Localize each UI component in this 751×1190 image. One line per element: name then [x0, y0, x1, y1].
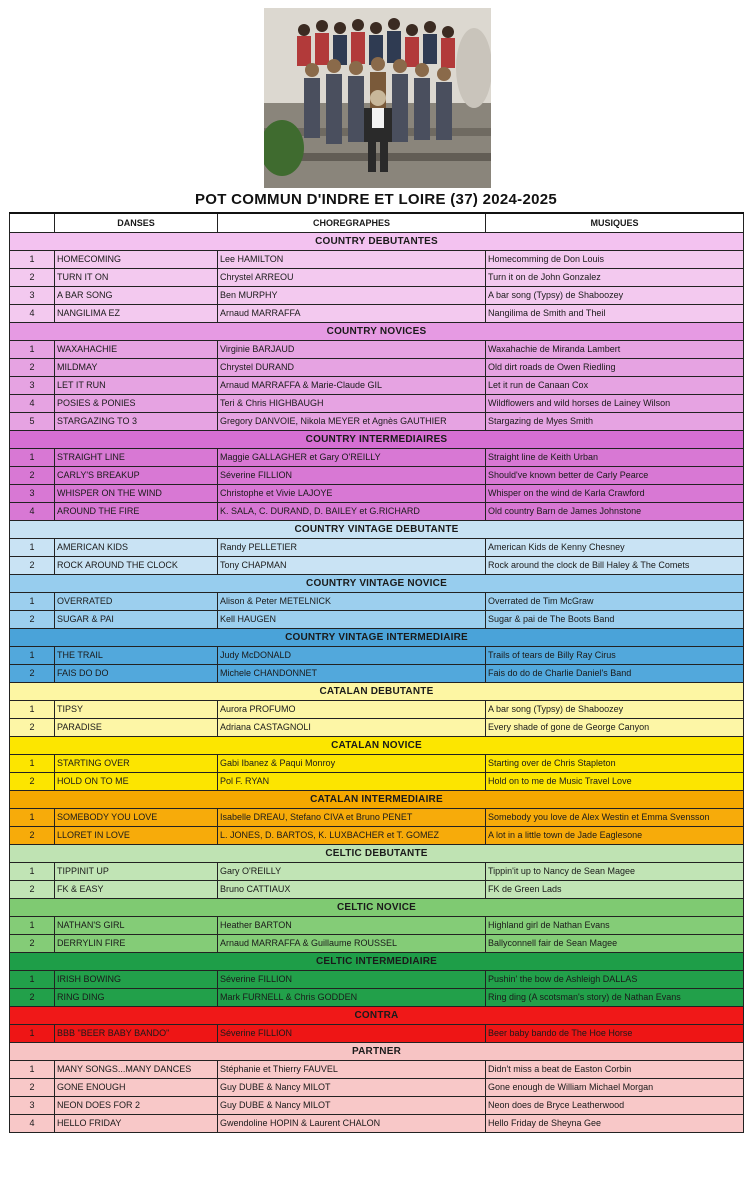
row-number: 2: [10, 359, 55, 377]
music-title: Trails of tears de Billy Ray Cirus: [486, 647, 744, 665]
dance-name: AROUND THE FIRE: [55, 503, 218, 521]
dance-name: DERRYLIN FIRE: [55, 935, 218, 953]
table-row: [10, 557, 744, 575]
header-musiques: MUSIQUES: [486, 213, 744, 233]
dance-name: RING DING: [55, 989, 218, 1007]
row-number: 2: [10, 989, 55, 1007]
dance-name: TIPPINIT UP: [55, 863, 218, 881]
row-number: 2: [10, 467, 55, 485]
dance-name: NANGILIMA EZ: [55, 305, 218, 323]
music-title: Somebody you love de Alex Westin et Emma Svensson: [486, 809, 744, 827]
header-number: [10, 213, 55, 233]
section-title: CATALAN NOVICE: [10, 737, 744, 755]
section-title: COUNTRY NOVICES: [10, 323, 744, 341]
dance-name: WHISPER ON THE WIND: [55, 485, 218, 503]
dance-name: HOLD ON TO ME: [55, 773, 218, 791]
choreographer: Arnaud MARRAFFA & Marie-Claude GIL: [218, 377, 486, 395]
music-title: Turn it on de John Gonzalez: [486, 269, 744, 287]
table-row: [10, 989, 744, 1007]
dance-name: IRISH BOWING: [55, 971, 218, 989]
music-title: Hold on to me de Music Travel Love: [486, 773, 744, 791]
section-title: CATALAN DEBUTANTE: [10, 683, 744, 701]
section-title: COUNTRY VINTAGE NOVICE: [10, 575, 744, 593]
choreographer: Pol F. RYAN: [218, 773, 486, 791]
table-row: [10, 251, 744, 269]
music-title: Fais do do de Charlie Daniel's Band: [486, 665, 744, 683]
section-title: COUNTRY INTERMEDIAIRES: [10, 431, 744, 449]
table-row: [10, 341, 744, 359]
section-title: PARTNER: [10, 1043, 744, 1061]
table-row: [10, 809, 744, 827]
table-row: [10, 305, 744, 323]
table-row: [10, 881, 744, 899]
music-title: Starting over de Chris Stapleton: [486, 755, 744, 773]
choreographer: Michele CHANDONNET: [218, 665, 486, 683]
table-row: [10, 719, 744, 737]
music-title: Beer baby bando de The Hoe Horse: [486, 1025, 744, 1043]
section-header-row: [10, 575, 744, 593]
choreographer: Guy DUBE & Nancy MILOT: [218, 1079, 486, 1097]
music-title: Rock around the clock de Bill Haley & The Comets: [486, 557, 744, 575]
dance-name: LET IT RUN: [55, 377, 218, 395]
music-title: Tippin'it up to Nancy de Sean Magee: [486, 863, 744, 881]
row-number: 1: [10, 1025, 55, 1043]
table-row: [10, 377, 744, 395]
music-title: Stargazing de Myes Smith: [486, 413, 744, 431]
table-row: [10, 701, 744, 719]
header-danses: DANSES: [55, 213, 218, 233]
choreographer: Gregory DANVOIE, Nikola MEYER et Agnès GAUTHIER: [218, 413, 486, 431]
dance-name: GONE ENOUGH: [55, 1079, 218, 1097]
row-number: 1: [10, 809, 55, 827]
dance-name: CARLY'S BREAKUP: [55, 467, 218, 485]
choreographer: Gwendoline HOPIN & Laurent CHALON: [218, 1115, 486, 1133]
table-row: [10, 395, 744, 413]
dance-name: OVERRATED: [55, 593, 218, 611]
section-title: COUNTRY VINTAGE DEBUTANTE: [10, 521, 744, 539]
music-title: Overrated de Tim McGraw: [486, 593, 744, 611]
table-row: [10, 647, 744, 665]
table-row: [10, 467, 744, 485]
row-number: 2: [10, 269, 55, 287]
section-title: CELTIC DEBUTANTE: [10, 845, 744, 863]
choreographer: Heather BARTON: [218, 917, 486, 935]
row-number: 3: [10, 485, 55, 503]
row-number: 2: [10, 935, 55, 953]
row-number: 1: [10, 971, 55, 989]
dance-name: NEON DOES FOR 2: [55, 1097, 218, 1115]
table-body: [10, 233, 744, 1133]
row-number: 4: [10, 1115, 55, 1133]
row-number: 2: [10, 773, 55, 791]
section-header-row: [10, 431, 744, 449]
table-row: [10, 539, 744, 557]
music-title: Ring ding (A scotsman's story) de Nathan Evans: [486, 989, 744, 1007]
row-number: 1: [10, 647, 55, 665]
choreographer: Isabelle DREAU, Stefano CIVA et Bruno PENET: [218, 809, 486, 827]
dance-name: STARTING OVER: [55, 755, 218, 773]
table-row: [10, 593, 744, 611]
section-title: CATALAN INTERMEDIAIRE: [10, 791, 744, 809]
section-header-row: [10, 953, 744, 971]
choreographer: Lee HAMILTON: [218, 251, 486, 269]
choreographer: Stéphanie et Thierry FAUVEL: [218, 1061, 486, 1079]
table-row: [10, 1097, 744, 1115]
dance-name: PARADISE: [55, 719, 218, 737]
dance-name: HOMECOMING: [55, 251, 218, 269]
music-title: A bar song (Typsy) de Shaboozey: [486, 701, 744, 719]
row-number: 5: [10, 413, 55, 431]
dance-name: WAXAHACHIE: [55, 341, 218, 359]
header-choregraphes: CHOREGRAPHES: [218, 213, 486, 233]
dance-name: TIPSY: [55, 701, 218, 719]
group-photo: [264, 8, 491, 188]
table-row: [10, 917, 744, 935]
table-row: [10, 611, 744, 629]
row-number: 1: [10, 449, 55, 467]
choreographer: Kell HAUGEN: [218, 611, 486, 629]
section-header-row: [10, 233, 744, 251]
dance-name: BBB "BEER BABY BANDO": [55, 1025, 218, 1043]
table-row: [10, 485, 744, 503]
dance-table: [9, 212, 744, 1133]
choreographer: Séverine FILLION: [218, 467, 486, 485]
table-row: [10, 773, 744, 791]
table-row: [10, 269, 744, 287]
group-photo-illustration: [264, 8, 491, 188]
dance-name: SOMEBODY YOU LOVE: [55, 809, 218, 827]
row-number: 4: [10, 395, 55, 413]
table-row: [10, 1025, 744, 1043]
music-title: Ballyconnell fair de Sean Magee: [486, 935, 744, 953]
music-title: A lot in a little town de Jade Eaglesone: [486, 827, 744, 845]
row-number: 2: [10, 611, 55, 629]
choreographer: Arnaud MARRAFFA & Guillaume ROUSSEL: [218, 935, 486, 953]
choreographer: Maggie GALLAGHER et Gary O'REILLY: [218, 449, 486, 467]
music-title: American Kids de Kenny Chesney: [486, 539, 744, 557]
choreographer: Christophe et Vivie LAJOYE: [218, 485, 486, 503]
dance-name: STARGAZING TO 3: [55, 413, 218, 431]
row-number: 3: [10, 377, 55, 395]
choreographer: Alison & Peter METELNICK: [218, 593, 486, 611]
music-title: Neon does de Bryce Leatherwood: [486, 1097, 744, 1115]
dance-name: THE TRAIL: [55, 647, 218, 665]
table-row: [10, 413, 744, 431]
section-header-row: [10, 1043, 744, 1061]
dance-name: TURN IT ON: [55, 269, 218, 287]
choreographer: Gary O'REILLY: [218, 863, 486, 881]
music-title: Should've known better de Carly Pearce: [486, 467, 744, 485]
section-title: CELTIC NOVICE: [10, 899, 744, 917]
table-row: [10, 503, 744, 521]
dance-name: AMERICAN KIDS: [55, 539, 218, 557]
dance-name: A BAR SONG: [55, 287, 218, 305]
table-row: [10, 665, 744, 683]
row-number: 1: [10, 341, 55, 359]
choreographer: K. SALA, C. DURAND, D. BAILEY et G.RICHARD: [218, 503, 486, 521]
table-row: [10, 1115, 744, 1133]
row-number: 2: [10, 827, 55, 845]
music-title: Waxahachie de Miranda Lambert: [486, 341, 744, 359]
table-row: [10, 935, 744, 953]
row-number: 1: [10, 863, 55, 881]
choreographer: Tony CHAPMAN: [218, 557, 486, 575]
choreographer: Bruno CATTIAUX: [218, 881, 486, 899]
music-title: Didn't miss a beat de Easton Corbin: [486, 1061, 744, 1079]
music-title: Sugar & pai de The Boots Band: [486, 611, 744, 629]
choreographer: Randy PELLETIER: [218, 539, 486, 557]
choreographer: Virginie BARJAUD: [218, 341, 486, 359]
row-number: 4: [10, 503, 55, 521]
section-title: COUNTRY VINTAGE INTERMEDIAIRE: [10, 629, 744, 647]
section-header-row: [10, 323, 744, 341]
section-header-row: [10, 1007, 744, 1025]
music-title: Highland girl de Nathan Evans: [486, 917, 744, 935]
table-row: [10, 359, 744, 377]
row-number: 1: [10, 251, 55, 269]
table-row: [10, 971, 744, 989]
row-number: 2: [10, 1079, 55, 1097]
table-row: [10, 449, 744, 467]
row-number: 1: [10, 539, 55, 557]
dance-name: LLORET IN LOVE: [55, 827, 218, 845]
music-title: Pushin' the bow de Ashleigh DALLAS: [486, 971, 744, 989]
choreographer: Ben MURPHY: [218, 287, 486, 305]
section-header-row: [10, 899, 744, 917]
choreographer: Mark FURNELL & Chris GODDEN: [218, 989, 486, 1007]
music-title: Let it run de Canaan Cox: [486, 377, 744, 395]
dance-name: FAIS DO DO: [55, 665, 218, 683]
section-header-row: [10, 845, 744, 863]
section-header-row: [10, 629, 744, 647]
dance-name: SUGAR & PAI: [55, 611, 218, 629]
choreographer: Teri & Chris HIGHBAUGH: [218, 395, 486, 413]
music-title: Wildflowers and wild horses de Lainey Wilson: [486, 395, 744, 413]
table-row: [10, 827, 744, 845]
dance-name: MANY SONGS...MANY DANCES: [55, 1061, 218, 1079]
table-header-row: [10, 213, 744, 233]
music-title: Old country Barn de James Johnstone: [486, 503, 744, 521]
music-title: Straight line de Keith Urban: [486, 449, 744, 467]
dance-name: STRAIGHT LINE: [55, 449, 218, 467]
dance-name: ROCK AROUND THE CLOCK: [55, 557, 218, 575]
music-title: Homecomming de Don Louis: [486, 251, 744, 269]
music-title: Old dirt roads de Owen Riedling: [486, 359, 744, 377]
row-number: 2: [10, 665, 55, 683]
dance-name: NATHAN'S GIRL: [55, 917, 218, 935]
choreographer: Guy DUBE & Nancy MILOT: [218, 1097, 486, 1115]
choreographer: Adriana CASTAGNOLI: [218, 719, 486, 737]
section-header-row: [10, 791, 744, 809]
row-number: 4: [10, 305, 55, 323]
dance-name: POSIES & PONIES: [55, 395, 218, 413]
row-number: 3: [10, 1097, 55, 1115]
table-row: [10, 1061, 744, 1079]
dance-name: HELLO FRIDAY: [55, 1115, 218, 1133]
row-number: 1: [10, 593, 55, 611]
section-title: COUNTRY DEBUTANTES: [10, 233, 744, 251]
row-number: 2: [10, 881, 55, 899]
row-number: 1: [10, 917, 55, 935]
choreographer: Judy McDONALD: [218, 647, 486, 665]
choreographer: Chrystel DURAND: [218, 359, 486, 377]
music-title: Nangilima de Smith and Theil: [486, 305, 744, 323]
section-header-row: [10, 521, 744, 539]
choreographer: Chrystel ARREOU: [218, 269, 486, 287]
choreographer: Aurora PROFUMO: [218, 701, 486, 719]
dance-name: MILDMAY: [55, 359, 218, 377]
section-title: CELTIC INTERMEDIAIRE: [10, 953, 744, 971]
music-title: Whisper on the wind de Karla Crawford: [486, 485, 744, 503]
choreographer: Séverine FILLION: [218, 1025, 486, 1043]
table-row: [10, 1079, 744, 1097]
row-number: 1: [10, 1061, 55, 1079]
music-title: FK de Green Lads: [486, 881, 744, 899]
music-title: Every shade of gone de George Canyon: [486, 719, 744, 737]
page-title: POT COMMUN D'INDRE ET LOIRE (37) 2024-2025: [9, 188, 743, 212]
choreographer: Arnaud MARRAFFA: [218, 305, 486, 323]
choreographer: L. JONES, D. BARTOS, K. LUXBACHER et T. GOMEZ: [218, 827, 486, 845]
dance-name: FK & EASY: [55, 881, 218, 899]
table-row: [10, 863, 744, 881]
choreographer: Séverine FILLION: [218, 971, 486, 989]
choreographer: Gabi Ibanez & Paqui Monroy: [218, 755, 486, 773]
section-header-row: [10, 683, 744, 701]
row-number: 1: [10, 755, 55, 773]
row-number: 2: [10, 557, 55, 575]
music-title: A bar song (Typsy) de Shaboozey: [486, 287, 744, 305]
row-number: 1: [10, 701, 55, 719]
section-header-row: [10, 737, 744, 755]
row-number: 2: [10, 719, 55, 737]
table-row: [10, 755, 744, 773]
row-number: 3: [10, 287, 55, 305]
music-title: Gone enough de William Michael Morgan: [486, 1079, 744, 1097]
music-title: Hello Friday de Sheyna Gee: [486, 1115, 744, 1133]
table-row: [10, 287, 744, 305]
section-title: CONTRA: [10, 1007, 744, 1025]
